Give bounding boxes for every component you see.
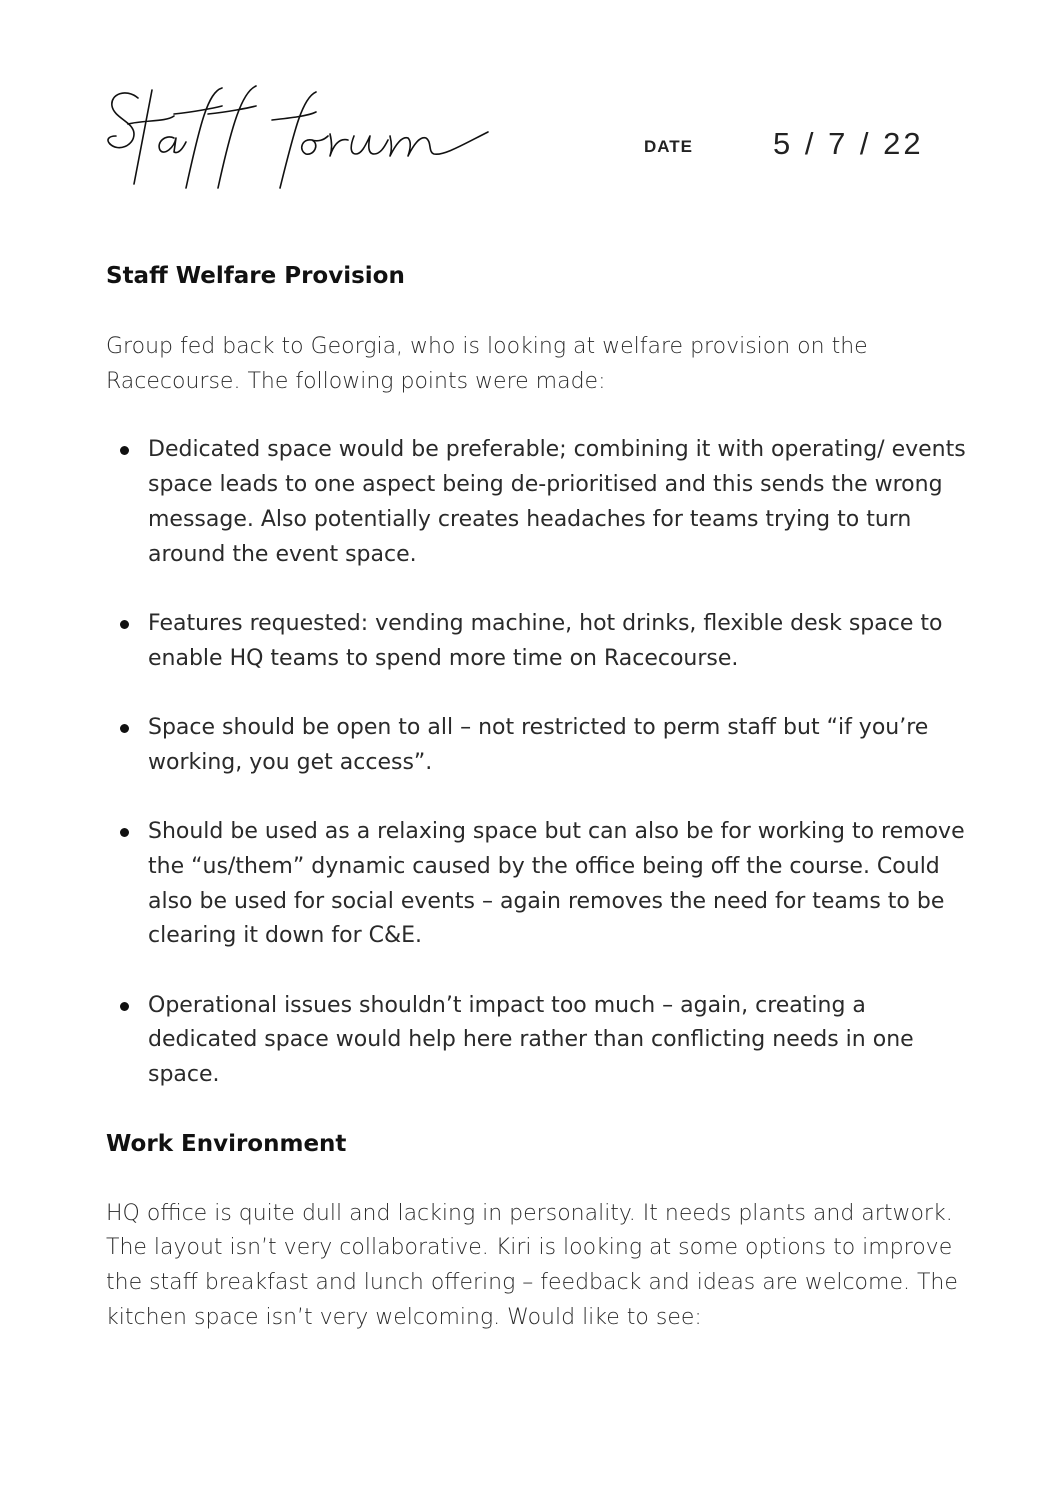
list-item <box>106 989 976 1093</box>
date-value: 5 / 7 / 22 <box>773 126 924 161</box>
list-item <box>106 433 976 572</box>
section-body-paragraph: HQ office is quite dull and lacking in personality. It needs plants and artwork. The layout isn’t very collaborative. Kiri is looking at some options to improve the staff breakfast and lunch offering – feedback and ideas are welcome. The kitchen space isn’t very welcoming. Would like to see: <box>106 1200 958 1330</box>
list-item-text: Operational issues shouldn’t impact too much – again, creating a dedicated space would help here rather than conflicting needs in one space. <box>148 992 914 1087</box>
list-item-text: Features requested: vending machine, hot drinks, flexible desk space to enable HQ teams to spend more time on Racecourse. <box>148 610 943 671</box>
bullet-icon <box>120 828 129 837</box>
handwritten-title <box>104 84 504 194</box>
welfare-points-list <box>106 433 976 1092</box>
list-item-text: Should be used as a relaxing space but can also be for working to remove the “us/them” dynamic caused by the office being off the course. Could also be used for social events – again removes the need for teams to be clearing it down for C&E. <box>148 819 965 949</box>
bullet-icon <box>120 724 129 733</box>
list-item <box>106 815 976 954</box>
bullet-icon <box>120 446 129 455</box>
section-intro-paragraph: Group fed back to Georgia, who is looking at welfare provision on the Racecourse. The following points were made: <box>106 334 868 394</box>
bullet-icon <box>120 620 129 629</box>
date-label: DATE <box>644 137 694 156</box>
list-item <box>106 711 976 780</box>
section-heading-staff-welfare: Staff Welfare Provision <box>106 263 405 289</box>
page-header <box>0 0 1058 220</box>
document-body <box>106 256 976 1336</box>
list-item-text: Space should be open to all – not restricted to perm staff but “if you’re working, you get access”. <box>148 715 929 775</box>
section-heading-work-environment: Work Environment <box>106 1130 347 1157</box>
list-item-text: Dedicated space would be preferable; combining it with operating/ events space leads to one aspect being de-prioritised and this sends the wrong message. Also potentially creates headaches for teams trying to turn around the event space. <box>148 437 966 567</box>
list-item <box>106 607 976 676</box>
bullet-icon <box>120 1002 129 1011</box>
